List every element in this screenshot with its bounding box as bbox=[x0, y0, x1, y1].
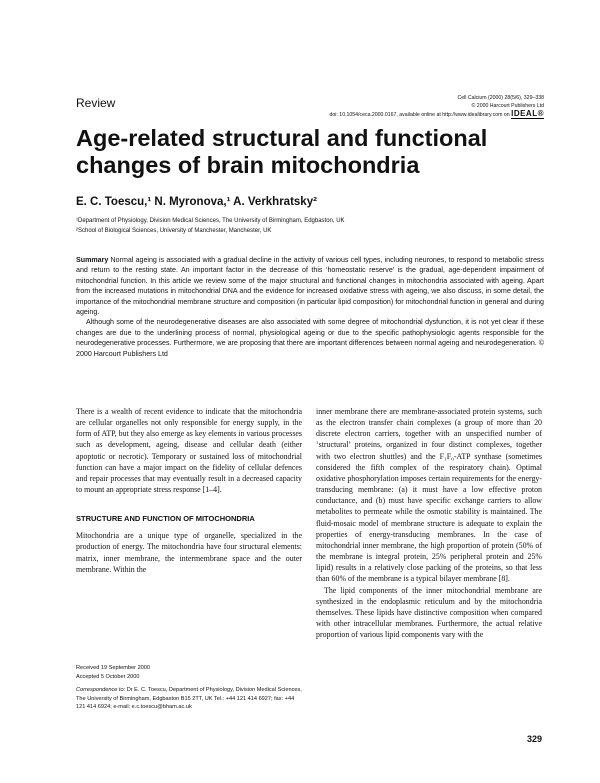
intro-paragraph: There is a wealth of recent evidence to indicate that the mitochondria are cellular organelles not only responsible for energy supply, in the form of ATP, but they also emerge as key elements in various processes such as development, ageing, disease and cellular death (either apoptotic or necrotic). Temporary or sustained loss of mitochondrial function can have a major impact on the fidelity of cellular defences and repair processes that may eventually result in a decreased capacity to mount an appropriate stress response [1–4]. bbox=[76, 407, 302, 495]
correspondence bbox=[76, 686, 302, 712]
right-paragraph-2: The lipid components of the inner mitochondrial membrane are synthesized in the endoplasmic reticulum and by the mitochondria themselves. These lipids have distinctive composition when compared with other intracellular membranes. Furthermore, the actual relative proportion of various lipid components vary with the bbox=[316, 585, 542, 640]
footnotes bbox=[76, 664, 302, 712]
authors: E. C. Toescu,¹ N. Myronova,¹ A. Verkhratsky² bbox=[76, 196, 317, 208]
doi-line bbox=[284, 110, 544, 119]
received-date: Received 19 September 2000 bbox=[76, 665, 151, 671]
copyright-line: © 2000 Harcourt Publishers Ltd bbox=[471, 103, 544, 109]
affiliations bbox=[76, 216, 546, 236]
section-heading: STRUCTURE AND FUNCTION OF MITOCHONDRIA bbox=[76, 514, 255, 524]
journal-info bbox=[284, 94, 544, 119]
correspondence-text: Dr E. C. Toescu, Department of Physiology, Division Medical Sciences, The University of Birmingham, Edgbaston B15 2TT, UK Tel.: +44 121 414 6927; fax: +44 121 414 6924; e-mail: e.c.toescu@bham.ac.uk bbox=[76, 687, 302, 710]
journal-citation: Cell Calcium (2000) 28(5/6), 329–338 bbox=[457, 95, 544, 101]
body-column-right bbox=[316, 406, 542, 640]
right-paragraph-1: inner membrane there are membrane-associated protein systems, such as the electron transfer chain complexes (a group of more than 20 discrete electron carriers, together with an unspecified number of ‘structural’ proteins, organized in four distinct complexes, together with two electron shuttles) and the F₁F₀-ATP synthase (sometimes considered the fifth complex of the respiratory chain). Optimal oxidative phosphorylation imposes certain requirements for the energy-transducing membrane: (a) it must have a low effective proton conductance, and (b) must have specific exchange carriers to allow metabolites to permeate while the osmotic stability is maintained. The fluid-mosaic model of membrane structure is adequate to explain the properties of energy-transducing membranes. In the case of mitochondrial inner membrane, the high proportion of protein (50% of the membrane is integral protein, 25% peripheral protein and 25% lipid) results in a relatively close packing of the proteins, so that less than 60% of the membrane is a typical bilayer membrane [8]. bbox=[316, 407, 542, 584]
body-column-left bbox=[76, 406, 302, 575]
affiliation-2: ²School of Biological Sciences, University of Manchester, Manchester, UK bbox=[76, 228, 272, 234]
accepted-date: Accepted 5 October 2000 bbox=[76, 673, 140, 680]
section-paragraph: Mitochondria are a unique type of organelle, specialized in the production of energy. The mitochondria have four structural elements: matrix, inner membrane, the intermembrane space and the outer membrane. Within the bbox=[76, 531, 302, 574]
doi-text: doi: 10.1054/ceca.2000.0167, available online at http://www.idealibrary.com on bbox=[329, 112, 510, 118]
ideal-logo: IDEAL® bbox=[511, 109, 544, 118]
abstract-text-1: Normal ageing is associated with a gradual decline in the activity of various cell types, including neurones, to respond to metabolic stress and return to the resting state. An important factor in the decrease of this ‘homeostatic reserve’ is the gradual, age-dependent impairment of mitochondrial function. In this article we review some of the major structural and functional changes in mitochondria associated with ageing. Apart from the increased mutations in mitochondrial DNA and the evidence for increased oxidative stress with ageing, we also discuss, in some detail, the importance of the mitochondrial membrane structure and composition (in particular lipid composition) for mitochondrial function in general and during ageing. bbox=[76, 256, 544, 317]
page-number: 329 bbox=[526, 734, 542, 744]
abstract bbox=[76, 255, 544, 359]
abstract-label: Summary bbox=[76, 256, 109, 264]
section-label: Review bbox=[76, 96, 116, 110]
abstract-paragraph-2: Although some of the neurodegenerative diseases are also associated with some degree of mitochondrial dysfunction, it is not yet clear if these changes are due to the underlining process of normal, physiological ageing or due to the specific pathophysiologic agents responsible for the neurodegenerative processes. Furthermore, we are proposing that there are important differences between normal ageing and neurodegeneration. © 2000 Harcourt Publishers Ltd bbox=[76, 318, 544, 358]
affiliation-1: ¹Department of Physiology, Division Medical Sciences, The University of Birmingham, Edgbaston, UK bbox=[76, 218, 345, 224]
correspondence-label: Correspondence to: bbox=[76, 687, 126, 693]
article-title: Age-related structural and functional changes of brain mitochondria bbox=[76, 125, 488, 178]
abstract-paragraph-1 bbox=[76, 255, 544, 317]
